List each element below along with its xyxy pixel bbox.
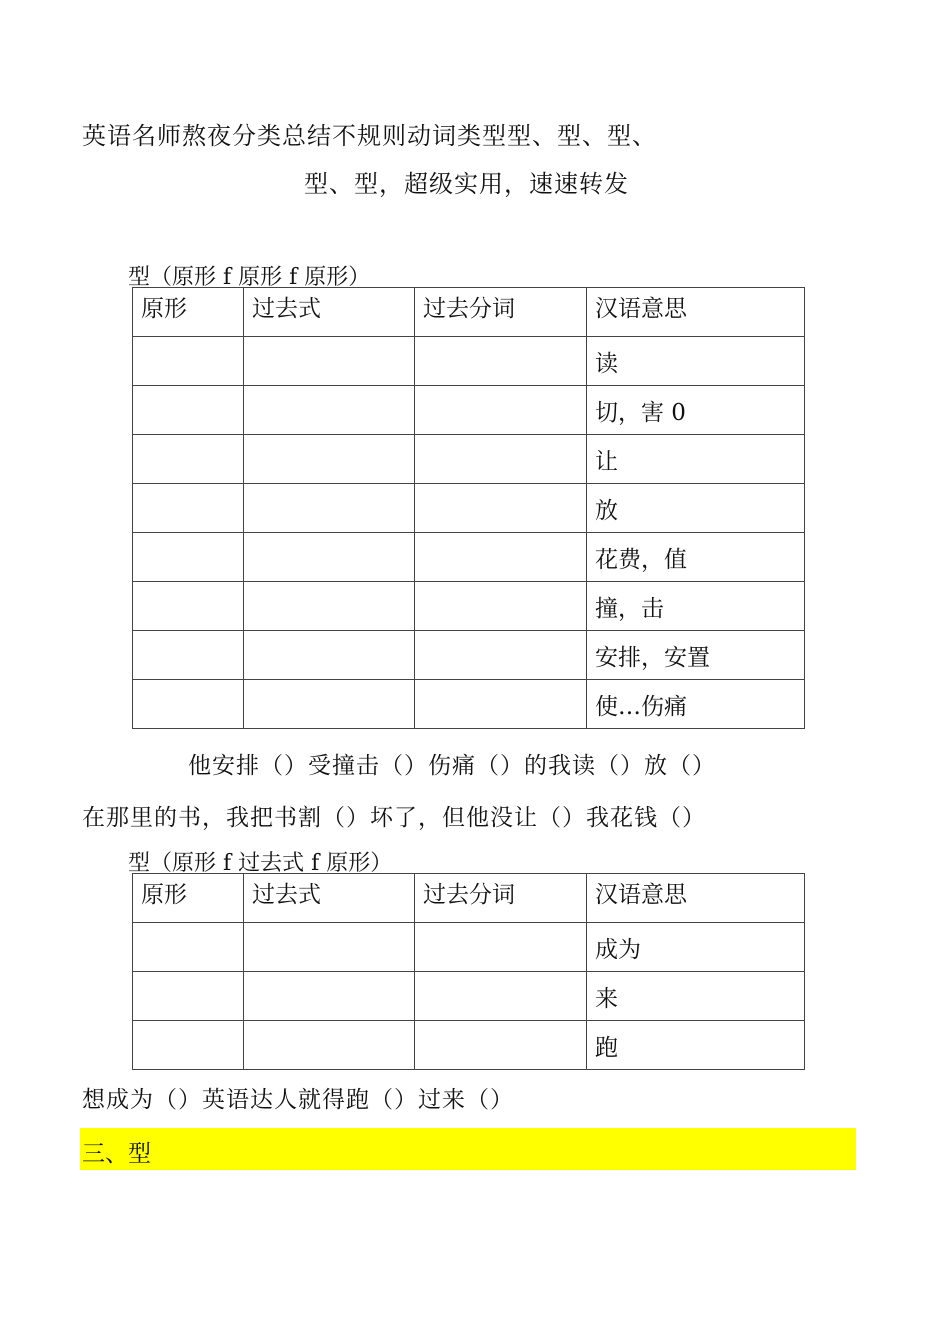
header-past-participle: 过去分词 (415, 288, 587, 337)
meaning-cell: 使…伤痛 (587, 680, 805, 729)
section3-heading: 三、型 (82, 1141, 151, 1167)
past-participle-cell[interactable] (415, 386, 587, 435)
table-row (133, 680, 805, 729)
section1-heading: 型（原形 f 原形 f 原形） (128, 265, 371, 290)
base-form-cell[interactable] (133, 435, 244, 484)
past-tense-cell[interactable] (244, 582, 415, 631)
meaning-cell: 切，害 0 (587, 386, 805, 435)
section2-heading: 型（原形 f 过去式 f 原形） (128, 851, 393, 876)
table-header-row (133, 288, 805, 337)
past-tense-cell[interactable] (244, 1021, 415, 1070)
table-row (133, 484, 805, 533)
table-row (133, 337, 805, 386)
document-title-line-1: 英语名师熬夜分类总结不规则动词类型型、型、型、 (82, 122, 657, 150)
section2-practice-sentence: 想成为（）英语达人就得跑（）过来（） (82, 1087, 514, 1113)
table-row (133, 1021, 805, 1070)
section1-practice-sentence-1: 他安排（）受撞击（）伤痛（）的我读（）放（） (188, 753, 716, 779)
past-participle-cell[interactable] (415, 972, 587, 1021)
meaning-cell: 成为 (587, 923, 805, 972)
meaning-cell: 来 (587, 972, 805, 1021)
past-participle-cell[interactable] (415, 435, 587, 484)
table-row (133, 923, 805, 972)
header-base-form: 原形 (133, 288, 244, 337)
meaning-cell: 安排，安置 (587, 631, 805, 680)
past-tense-cell[interactable] (244, 337, 415, 386)
base-form-cell[interactable] (133, 972, 244, 1021)
past-tense-cell[interactable] (244, 923, 415, 972)
table-row (133, 631, 805, 680)
past-participle-cell[interactable] (415, 923, 587, 972)
table-row (133, 533, 805, 582)
past-tense-cell[interactable] (244, 484, 415, 533)
base-form-cell[interactable] (133, 631, 244, 680)
meaning-cell: 撞，击 (587, 582, 805, 631)
header-past-tense: 过去式 (244, 874, 415, 923)
table-row (133, 386, 805, 435)
section3-highlight-bar (80, 1128, 856, 1170)
past-participle-cell[interactable] (415, 680, 587, 729)
document-title-line-2: 型、型，超级实用，速速转发 (304, 170, 629, 198)
meaning-cell: 跑 (587, 1021, 805, 1070)
base-form-cell[interactable] (133, 680, 244, 729)
section1-practice-sentence-2: 在那里的书，我把书割（）坏了，但他没让（）我花钱（） (82, 805, 706, 831)
base-form-cell[interactable] (133, 1021, 244, 1070)
past-tense-cell[interactable] (244, 533, 415, 582)
section1-verb-table (132, 287, 805, 729)
header-chinese-meaning: 汉语意思 (587, 288, 805, 337)
base-form-cell[interactable] (133, 337, 244, 386)
table-row (133, 972, 805, 1021)
past-tense-cell[interactable] (244, 680, 415, 729)
header-past-tense: 过去式 (244, 288, 415, 337)
base-form-cell[interactable] (133, 923, 244, 972)
past-tense-cell[interactable] (244, 386, 415, 435)
table-row (133, 582, 805, 631)
past-tense-cell[interactable] (244, 972, 415, 1021)
header-chinese-meaning: 汉语意思 (587, 874, 805, 923)
base-form-cell[interactable] (133, 533, 244, 582)
table-header-row (133, 874, 805, 923)
past-participle-cell[interactable] (415, 484, 587, 533)
base-form-cell[interactable] (133, 386, 244, 435)
base-form-cell[interactable] (133, 582, 244, 631)
past-participle-cell[interactable] (415, 582, 587, 631)
meaning-cell: 放 (587, 484, 805, 533)
header-past-participle: 过去分词 (415, 874, 587, 923)
past-participle-cell[interactable] (415, 631, 587, 680)
past-participle-cell[interactable] (415, 1021, 587, 1070)
past-participle-cell[interactable] (415, 337, 587, 386)
meaning-cell: 读 (587, 337, 805, 386)
past-participle-cell[interactable] (415, 533, 587, 582)
meaning-cell: 花费，值 (587, 533, 805, 582)
past-tense-cell[interactable] (244, 631, 415, 680)
base-form-cell[interactable] (133, 484, 244, 533)
header-base-form: 原形 (133, 874, 244, 923)
table-row (133, 435, 805, 484)
meaning-cell: 让 (587, 435, 805, 484)
section2-verb-table (132, 873, 805, 1070)
past-tense-cell[interactable] (244, 435, 415, 484)
